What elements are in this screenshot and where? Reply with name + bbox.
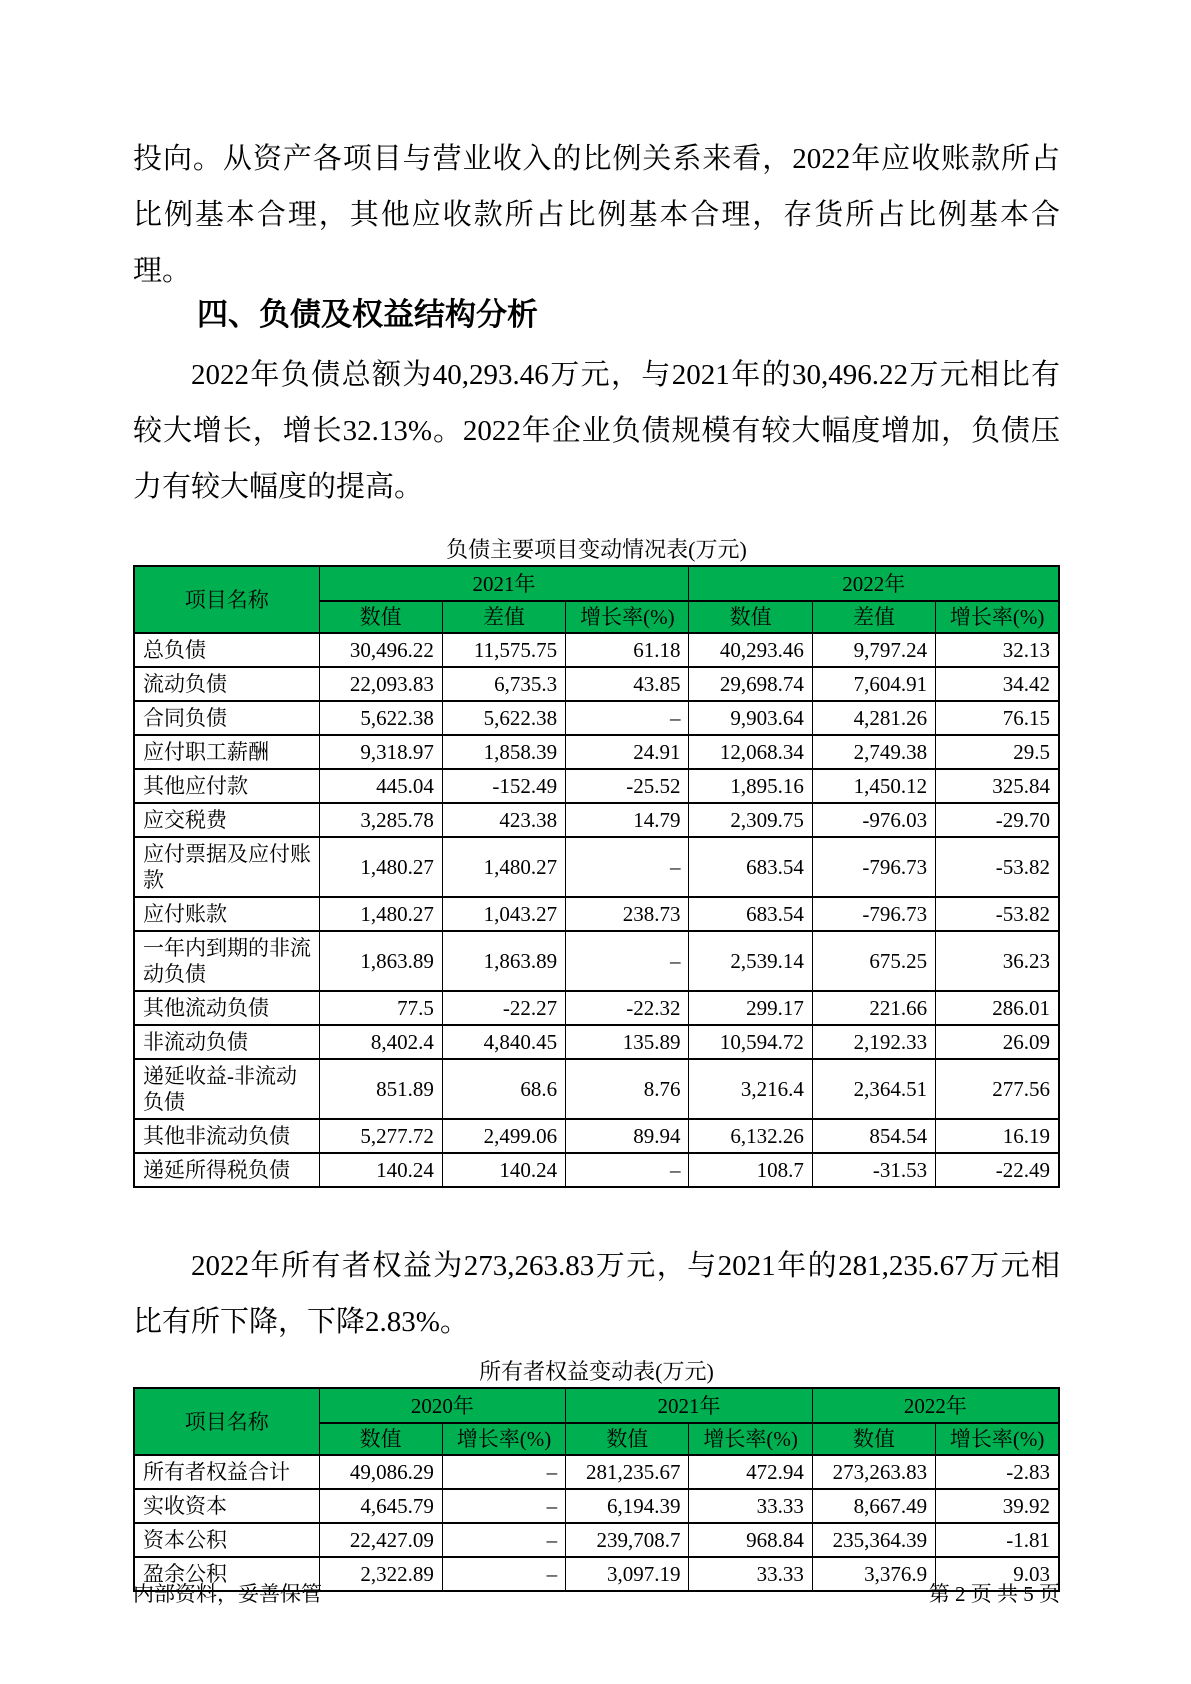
value-cell: 6,735.3 bbox=[442, 667, 565, 701]
header-cell-metric: 差值 bbox=[812, 601, 935, 633]
value-cell: 8,667.49 bbox=[812, 1489, 935, 1523]
table-row bbox=[134, 633, 1059, 667]
value-cell: 3,376.9 bbox=[812, 1557, 935, 1591]
table-header bbox=[134, 566, 1059, 633]
value-cell: 14.79 bbox=[566, 803, 689, 837]
value-cell: 968.84 bbox=[689, 1523, 812, 1557]
value-cell: 4,840.45 bbox=[442, 1025, 565, 1059]
value-cell: 4,281.26 bbox=[812, 701, 935, 735]
value-cell: 34.42 bbox=[936, 667, 1059, 701]
value-cell: 6,194.39 bbox=[566, 1489, 689, 1523]
value-cell: 16.19 bbox=[936, 1119, 1059, 1153]
value-cell: 43.85 bbox=[566, 667, 689, 701]
value-cell: 286.01 bbox=[936, 991, 1059, 1025]
value-cell: 5,277.72 bbox=[319, 1119, 442, 1153]
value-cell: 3,285.78 bbox=[319, 803, 442, 837]
value-cell: 1,480.27 bbox=[319, 837, 442, 897]
value-cell: 61.18 bbox=[566, 633, 689, 667]
value-cell: 7,604.91 bbox=[812, 667, 935, 701]
value-cell: 277.56 bbox=[936, 1059, 1059, 1119]
value-cell: 11,575.75 bbox=[442, 633, 565, 667]
value-cell: 851.89 bbox=[319, 1059, 442, 1119]
table-row bbox=[134, 803, 1059, 837]
table-header-year-row bbox=[134, 566, 1059, 601]
row-label-cell: 实收资本 bbox=[134, 1489, 319, 1523]
value-cell: 40,293.46 bbox=[689, 633, 812, 667]
value-cell: 235,364.39 bbox=[812, 1523, 935, 1557]
row-label-cell: 盈余公积 bbox=[134, 1557, 319, 1591]
value-cell: 68.6 bbox=[442, 1059, 565, 1119]
value-cell: 238.73 bbox=[566, 897, 689, 931]
value-cell: 89.94 bbox=[566, 1119, 689, 1153]
value-cell: 239,708.7 bbox=[566, 1523, 689, 1557]
value-cell: 26.09 bbox=[936, 1025, 1059, 1059]
table-row bbox=[134, 701, 1059, 735]
value-cell: 2,364.51 bbox=[812, 1059, 935, 1119]
page-footer bbox=[133, 1578, 1060, 1608]
value-cell: 9.03 bbox=[936, 1557, 1059, 1591]
value-cell: -53.82 bbox=[936, 897, 1059, 931]
value-cell: 854.54 bbox=[812, 1119, 935, 1153]
value-cell: -152.49 bbox=[442, 769, 565, 803]
table-row bbox=[134, 1119, 1059, 1153]
value-cell: 1,480.27 bbox=[442, 837, 565, 897]
value-cell: 9,318.97 bbox=[319, 735, 442, 769]
table-header bbox=[134, 1388, 1059, 1455]
value-cell: 1,863.89 bbox=[442, 931, 565, 991]
table-row bbox=[134, 1489, 1059, 1523]
row-label-cell: 递延所得税负债 bbox=[134, 1153, 319, 1187]
value-cell: -796.73 bbox=[812, 837, 935, 897]
value-cell: 325.84 bbox=[936, 769, 1059, 803]
value-cell: 140.24 bbox=[319, 1153, 442, 1187]
value-cell: 2,749.38 bbox=[812, 735, 935, 769]
value-cell: -796.73 bbox=[812, 897, 935, 931]
value-cell: 1,480.27 bbox=[319, 897, 442, 931]
value-cell: 1,043.27 bbox=[442, 897, 565, 931]
row-label-cell: 合同负债 bbox=[134, 701, 319, 735]
value-cell: -31.53 bbox=[812, 1153, 935, 1187]
value-cell: 2,322.89 bbox=[319, 1557, 442, 1591]
table-row bbox=[134, 1153, 1059, 1187]
table-row bbox=[134, 735, 1059, 769]
value-cell: 4,645.79 bbox=[319, 1489, 442, 1523]
value-cell: 30,496.22 bbox=[319, 633, 442, 667]
value-cell: 472.94 bbox=[689, 1455, 812, 1489]
value-cell: 108.7 bbox=[689, 1153, 812, 1187]
value-cell: 10,594.72 bbox=[689, 1025, 812, 1059]
value-cell: 1,450.12 bbox=[812, 769, 935, 803]
header-cell-year: 2020年 bbox=[319, 1388, 566, 1423]
table-header-year-row bbox=[134, 1388, 1059, 1423]
value-cell: 29.5 bbox=[936, 735, 1059, 769]
row-label-cell: 非流动负债 bbox=[134, 1025, 319, 1059]
table-row bbox=[134, 931, 1059, 991]
value-cell: 9,903.64 bbox=[689, 701, 812, 735]
value-cell: – bbox=[566, 1153, 689, 1187]
header-cell-year: 2022年 bbox=[812, 1388, 1059, 1423]
row-label-cell: 流动负债 bbox=[134, 667, 319, 701]
value-cell: 683.54 bbox=[689, 837, 812, 897]
row-label-cell: 递延收益-非流动负债 bbox=[134, 1059, 319, 1119]
section-heading-liabilities-equity: 四、负债及权益结构分析 bbox=[197, 297, 538, 332]
value-cell: -1.81 bbox=[936, 1523, 1059, 1557]
value-cell: 8,402.4 bbox=[319, 1025, 442, 1059]
header-cell-metric: 差值 bbox=[442, 601, 565, 633]
value-cell: 22,093.83 bbox=[319, 667, 442, 701]
value-cell: 8.76 bbox=[566, 1059, 689, 1119]
value-cell: 5,622.38 bbox=[442, 701, 565, 735]
row-label-cell: 应付账款 bbox=[134, 897, 319, 931]
row-label-cell: 其他应付款 bbox=[134, 769, 319, 803]
value-cell: 1,863.89 bbox=[319, 931, 442, 991]
value-cell: 9,797.24 bbox=[812, 633, 935, 667]
header-cell-metric: 增长率(%) bbox=[566, 601, 689, 633]
value-cell: – bbox=[566, 701, 689, 735]
header-cell-year: 2021年 bbox=[566, 1388, 813, 1423]
value-cell: 6,132.26 bbox=[689, 1119, 812, 1153]
table-row bbox=[134, 1523, 1059, 1557]
row-label-cell: 应付票据及应付账款 bbox=[134, 837, 319, 897]
value-cell: 29,698.74 bbox=[689, 667, 812, 701]
value-cell: -29.70 bbox=[936, 803, 1059, 837]
header-cell-metric: 增长率(%) bbox=[689, 1423, 812, 1455]
value-cell: 1,895.16 bbox=[689, 769, 812, 803]
header-cell-metric: 数值 bbox=[689, 601, 812, 633]
value-cell: -976.03 bbox=[812, 803, 935, 837]
row-label-cell: 所有者权益合计 bbox=[134, 1455, 319, 1489]
value-cell: -53.82 bbox=[936, 837, 1059, 897]
header-cell-item-name: 项目名称 bbox=[134, 1388, 319, 1455]
header-cell-metric: 数值 bbox=[319, 1423, 442, 1455]
row-label-cell: 一年内到期的非流动负债 bbox=[134, 931, 319, 991]
value-cell: 135.89 bbox=[566, 1025, 689, 1059]
value-cell: 273,263.83 bbox=[812, 1455, 935, 1489]
footer-confidential-note: 内部资料，妥善保管 bbox=[133, 1583, 322, 1606]
value-cell: 33.33 bbox=[689, 1489, 812, 1523]
value-cell: 2,309.75 bbox=[689, 803, 812, 837]
equity-change-table bbox=[133, 1387, 1060, 1592]
value-cell: 33.33 bbox=[689, 1557, 812, 1591]
value-cell: -22.27 bbox=[442, 991, 565, 1025]
header-cell-metric: 数值 bbox=[812, 1423, 935, 1455]
table-row bbox=[134, 1455, 1059, 1489]
value-cell: 77.5 bbox=[319, 991, 442, 1025]
value-cell: – bbox=[442, 1455, 565, 1489]
paragraph-asset-ratio-conclusion: 投向。从资产各项目与营业收入的比例关系来看，2022年应收账款所占比例基本合理，其他应收款所占比例基本合理，存货所占比例基本合理。 bbox=[133, 143, 1060, 287]
row-label-cell: 资本公积 bbox=[134, 1523, 319, 1557]
value-cell: 22,427.09 bbox=[319, 1523, 442, 1557]
value-cell: 1,858.39 bbox=[442, 735, 565, 769]
header-cell-year: 2022年 bbox=[689, 566, 1059, 601]
value-cell: -25.52 bbox=[566, 769, 689, 803]
header-cell-metric: 数值 bbox=[319, 601, 442, 633]
table-body bbox=[134, 1455, 1059, 1591]
value-cell: – bbox=[566, 837, 689, 897]
footer-page-number: 第 2 页 共 5 页 bbox=[928, 1582, 1060, 1606]
value-cell: – bbox=[442, 1557, 565, 1591]
table-title-liabilities: 负债主要项目变动情况表(万元) bbox=[446, 537, 747, 562]
value-cell: 12,068.34 bbox=[689, 735, 812, 769]
value-cell: 24.91 bbox=[566, 735, 689, 769]
liabilities-change-table bbox=[133, 565, 1060, 1188]
value-cell: – bbox=[442, 1523, 565, 1557]
value-cell: 221.66 bbox=[812, 991, 935, 1025]
value-cell: 140.24 bbox=[442, 1153, 565, 1187]
value-cell: 281,235.67 bbox=[566, 1455, 689, 1489]
value-cell: 423.38 bbox=[442, 803, 565, 837]
value-cell: -22.49 bbox=[936, 1153, 1059, 1187]
header-cell-metric: 增长率(%) bbox=[936, 601, 1059, 633]
value-cell: 39.92 bbox=[936, 1489, 1059, 1523]
value-cell: – bbox=[566, 931, 689, 991]
table-body bbox=[134, 633, 1059, 1187]
table-row bbox=[134, 897, 1059, 931]
value-cell: 32.13 bbox=[936, 633, 1059, 667]
value-cell: 445.04 bbox=[319, 769, 442, 803]
paragraph-liabilities-summary: 2022年负债总额为40,293.46万元，与2021年的30,496.22万元相比有较大增长，增长32.13%。2022年企业负债规模有较大幅度增加，负债压力有较大幅度的提高。 bbox=[133, 359, 1060, 503]
row-label-cell: 应付职工薪酬 bbox=[134, 735, 319, 769]
value-cell: 2,499.06 bbox=[442, 1119, 565, 1153]
value-cell: 76.15 bbox=[936, 701, 1059, 735]
value-cell: 683.54 bbox=[689, 897, 812, 931]
header-cell-year: 2021年 bbox=[319, 566, 689, 601]
value-cell: 3,216.4 bbox=[689, 1059, 812, 1119]
table-row bbox=[134, 1025, 1059, 1059]
row-label-cell: 其他流动负债 bbox=[134, 991, 319, 1025]
value-cell: 49,086.29 bbox=[319, 1455, 442, 1489]
table-row bbox=[134, 1059, 1059, 1119]
value-cell: 36.23 bbox=[936, 931, 1059, 991]
value-cell: – bbox=[442, 1489, 565, 1523]
header-cell-item-name: 项目名称 bbox=[134, 566, 319, 633]
table-row bbox=[134, 667, 1059, 701]
table-row bbox=[134, 991, 1059, 1025]
value-cell: 2,539.14 bbox=[689, 931, 812, 991]
value-cell: 675.25 bbox=[812, 931, 935, 991]
value-cell: 3,097.19 bbox=[566, 1557, 689, 1591]
table-row bbox=[134, 769, 1059, 803]
value-cell: 2,192.33 bbox=[812, 1025, 935, 1059]
table-title-equity: 所有者权益变动表(万元) bbox=[479, 1359, 714, 1384]
value-cell: -2.83 bbox=[936, 1455, 1059, 1489]
header-cell-metric: 增长率(%) bbox=[936, 1423, 1059, 1455]
value-cell: 5,622.38 bbox=[319, 701, 442, 735]
row-label-cell: 总负债 bbox=[134, 633, 319, 667]
value-cell: 299.17 bbox=[689, 991, 812, 1025]
row-label-cell: 应交税费 bbox=[134, 803, 319, 837]
table-row bbox=[134, 837, 1059, 897]
value-cell: -22.32 bbox=[566, 991, 689, 1025]
row-label-cell: 其他非流动负债 bbox=[134, 1119, 319, 1153]
header-cell-metric: 数值 bbox=[566, 1423, 689, 1455]
paragraph-equity-summary: 2022年所有者权益为273,263.83万元，与2021年的281,235.67万元相比有所下降，下降2.83%。 bbox=[133, 1250, 1060, 1338]
header-cell-metric: 增长率(%) bbox=[442, 1423, 565, 1455]
